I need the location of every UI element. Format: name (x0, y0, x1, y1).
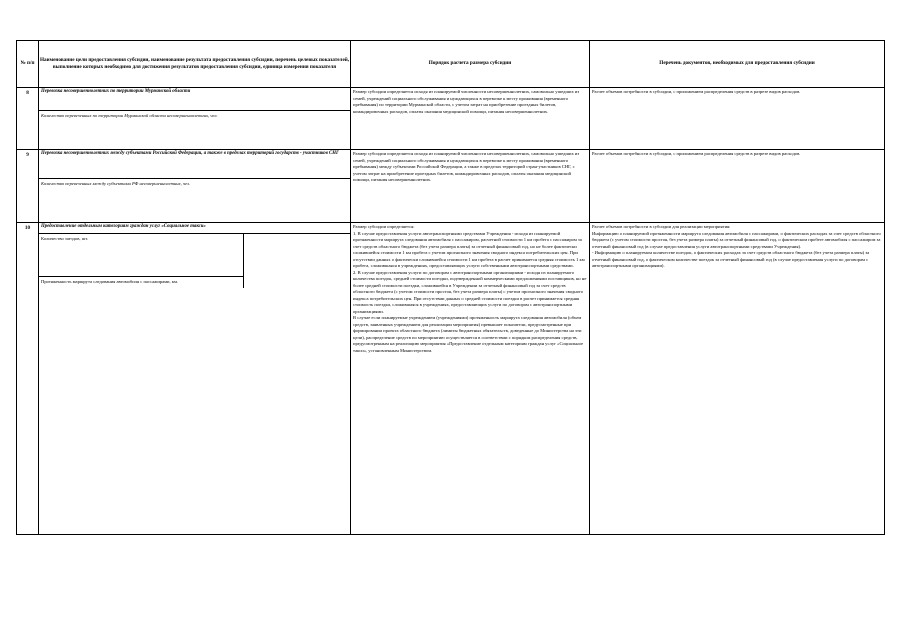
indicator: Протяженность маршрута следования автомобиля с пассажирами, км. (39, 276, 243, 288)
docs-paragraph: Расчет объемов потребности в субсидии для реализации мероприятия: (592, 224, 731, 229)
calc-cell: Размер субсидии определяется исходя из планируемой численности несовершеннолетних, самовольно ушедших из семей, учреждений социального обслуживания и нуждающихся в перевозке к месту проживания (временного пребывания) между субъектами Российской Федерации, а также в пределах территорий стран-участников СНГ, с учетом затрат на приобретение проездных билетов, командировочных расходов, оплаты оказания медицинской помощи, питания несовершеннолетних. (351, 150, 590, 223)
subsidy-table (16, 40, 885, 535)
goal-name: Перевозка несовершеннолетних по территории Мурманской области (41, 89, 191, 94)
table-row (17, 150, 885, 223)
row-number: 9 (17, 150, 39, 223)
docs-paragraph: Информацию о планируемой протяженности маршрута следования автомобиля с пассажирами, о фактических расходах за счет средств областного бюджета (с учетом стоимости простоя, без учета размера платы) за отчетный финансовый год, о фактическом пробеге автомобиля с пассажиром за отчетный финансовый год (в случае предоставления услуги автотранспортными средствами Учреждения). (592, 230, 881, 249)
indicator: Количество перевезенных по территории Мурманской области несовершеннолетних, чел. (39, 110, 350, 122)
header-num: № п/п (17, 41, 39, 88)
docs-cell (590, 223, 885, 535)
calc-paragraph: 2. В случае предоставления услуги по договорам с автотранспортными организациями - исходя из планируемого количества поездок, средней стоимости поездки, подтвержденной коммерческими предложениями поставщиков, но не более средней стоимости поездки, сложившейся в Учреждении за отчетный финансовый год за счет средств областного бюджета (с учетом стоимости простоя, без учета размера платы) с учетом прогнозного значения сводного индекса потребительских цен. При отсутствии данных о средней стоимости поездки в расчет принимается средняя стоимость поездки, сложившаяся в учреждениях, предоставляющих услуги по договорам с автотранспортными организациями. (353, 269, 587, 314)
docs-cell: Расчет объемов потребности в субсидии, с приложением распределения средств в разрезе видов расходов. (590, 150, 885, 223)
header-docs: Перечень документов, необходимых для предоставления субсидии (590, 41, 885, 88)
indicator: Количество заездов, шт. (41, 236, 89, 241)
docs-paragraph: - Информацию о планируемом количестве поездок, о фактических расходах за счет средств областного бюджета (без учета размера платы) за отчетный финансовый год, о фактическом количестве поездок за отчетный финансовый год (в случае предоставления услуги по договорам с автотранспортными организациями). (592, 250, 870, 269)
goal-cell (39, 223, 351, 535)
calc-paragraph: 1. В случае предоставления услуги автотранспортными средствами Учреждения - исходя из планируемой протяженности маршрута следования автомобиля с пассажиром, расчетной стоимости 1 км пробега с пассажиром за счет средств областного бюджета (без учета размера платы) за отчетный финансовый год, но не более фактически сложившейся стоимости 1 км пробега с учетом прогнозного значения сводного индекса потребительских цен. При отсутствии данных о фактически сложившейся стоимости 1 км пробега в расчет принимается средняя стоимость 1 км пробега, сложившаяся в учреждениях, предоставляющих услуги собственными автотранспортными средствами. (353, 230, 585, 269)
header-calc: Порядок расчета размера субсидии (351, 41, 590, 88)
goal-cell (39, 88, 351, 150)
table-row (17, 88, 885, 150)
header-goals: Наименование цели предоставления субсидии, наименование результата предоставления субсидии, перечень целевых показателей, выполнение которых необходимо для достижения результатов предоставления субсидии, единица измерения показателя (39, 41, 351, 88)
calc-cell (351, 223, 590, 535)
calc-cell: Размер субсидии определяется исходя из планируемой численности несовершеннолетних, самовольно ушедших из семей, учреждений социального обслуживания и нуждающихся в перевозке к месту проживания (временного пребывания) по территории Мурманской области, с учетом затрат на приобретение проездных билетов, командировочных расходов, оплаты оказания медицинской помощи, питания несовершеннолетних. (351, 88, 590, 150)
indicator: Количество перевезенных между субъектами РФ несовершеннолетних, чел. (39, 178, 350, 190)
calc-paragraph: Размер субсидии определяется: (353, 224, 415, 229)
goal-name: Предоставление отдельным категориям граждан услуг «Социальное такси» (41, 224, 206, 229)
calc-paragraph: В случае если планируемые учреждением (учреждениями) протяженность маршрута следования автомобиля (объем средств, заявленных учреждением для реализации мероприятия) превышает показатели, предусмотренные при формировании проекта областного бюджета (лимиты бюджетных обязательств, доведенные до Министерства на эти цели), распределение средств по мероприятию осуществляется в соответствии с порядком распределения средств, предусмотренным на реализацию мероприятия «Предоставление отдельным категориям граждан услуг «Социальное такси», установленным Министерством. (353, 315, 584, 353)
row-number: 8 (17, 88, 39, 150)
header-row (17, 41, 885, 88)
goal-name: Перевозка несовершеннолетних между субъектами Российской Федерации, а также в пределах территорий государств - участников СНГ (41, 151, 339, 156)
docs-cell: Расчет объемов потребности в субсидии, с приложением распределения средств в разрезе видов расходов. (590, 88, 885, 150)
goal-cell (39, 150, 351, 223)
table-row (17, 223, 885, 535)
row-number: 10 (17, 223, 39, 535)
